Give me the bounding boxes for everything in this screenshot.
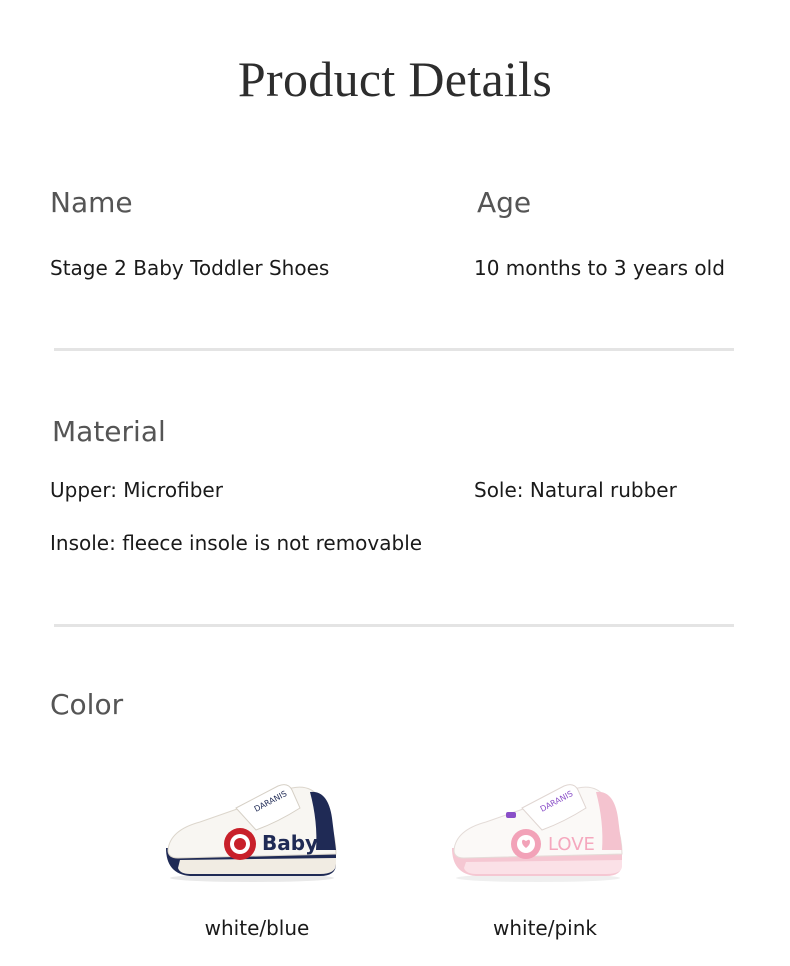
badge-text: Baby [262, 831, 319, 855]
material-heading: Material [52, 415, 166, 448]
color-heading: Color [50, 688, 124, 721]
badge-text: LOVE [548, 834, 595, 855]
age-value: 10 months to 3 years old [474, 256, 725, 280]
color-label-white-blue: white/blue [204, 916, 310, 940]
page-title: Product Details [237, 51, 553, 107]
divider [54, 348, 734, 351]
material-insole: Insole: fleece insole is not removable [50, 531, 423, 555]
age-heading: Age [477, 186, 532, 219]
shoe-image-white-pink[interactable] [446, 778, 628, 884]
color-label-white-pink: white/pink [493, 916, 597, 940]
strap-brand-text: DARANIS [252, 789, 289, 814]
strap-brand-text: DARANIS [538, 789, 575, 814]
material-sole: Sole: Natural rubber [474, 478, 677, 502]
shoe-image-white-blue[interactable] [160, 778, 342, 884]
material-upper: Upper: Microfiber [50, 478, 223, 502]
divider [54, 624, 734, 627]
name-value: Stage 2 Baby Toddler Shoes [50, 256, 330, 280]
name-heading: Name [50, 186, 133, 219]
